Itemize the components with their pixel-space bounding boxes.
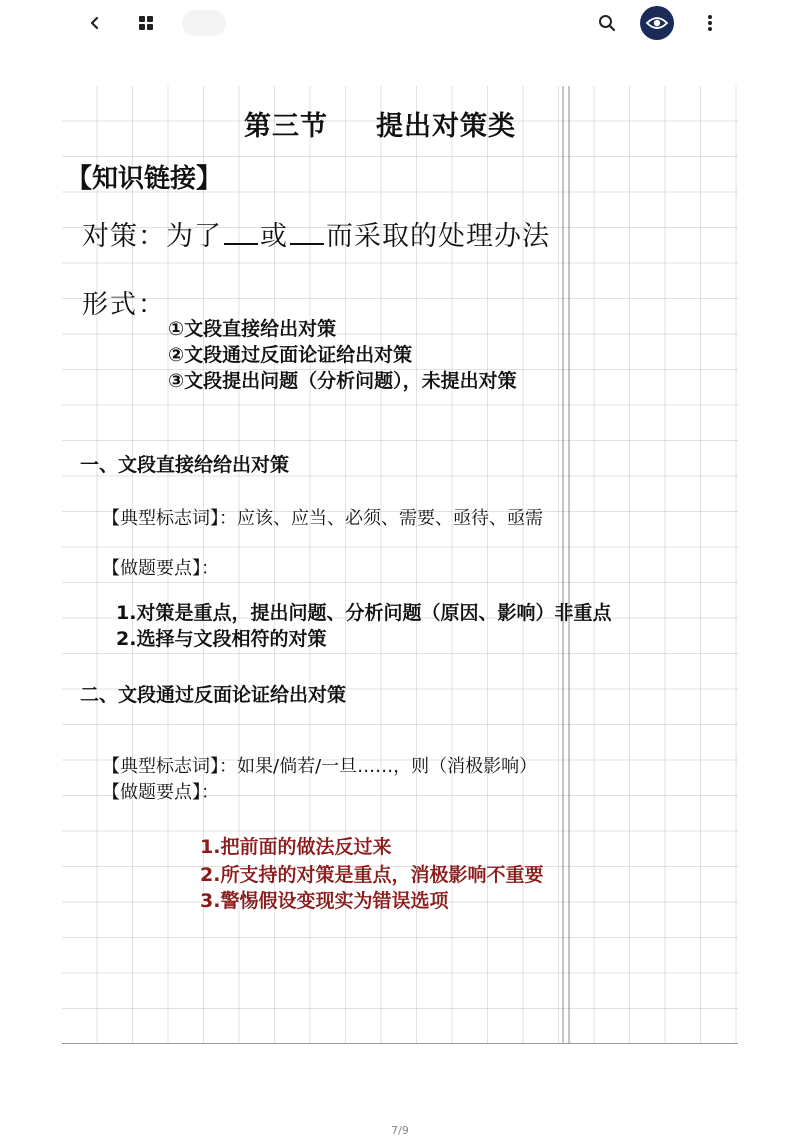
title-section-number: 第三节 [244, 111, 328, 142]
blank-line [224, 221, 258, 245]
section-2-heading: 二、文段通过反面论证给出对策 [80, 684, 347, 706]
grid-margin-line [568, 86, 570, 1044]
form-item: ③文段提出问题（分析问题），未提出对策 [168, 370, 517, 392]
definition-suffix: 而采取的处理办法 [326, 221, 550, 252]
section-1-heading: 一、文段直接给给出对策 [80, 454, 290, 476]
section-1-point: 2.选择与文段相符的对策 [116, 628, 327, 650]
page-indicator: 7/9 [391, 1124, 409, 1137]
blank-line [290, 221, 324, 245]
search-icon [598, 14, 616, 32]
form-item: ①文段直接给出对策 [168, 318, 337, 340]
section-2-point: 2.所支持的对策是重点，消极影响不重要 [200, 864, 544, 886]
section-2-keywords: 【典型标志词】：如果/倘若/一旦……，则（消极影响） [102, 756, 538, 777]
grid-margin-line [562, 86, 564, 1044]
page-title [244, 104, 516, 143]
forms-heading: 形式： [82, 290, 167, 320]
page-edge [62, 1043, 738, 1044]
grid-icon [138, 15, 154, 31]
section-1-keywords: 【典型标志词】：应该、应当、必须、需要、亟待、亟需 [102, 508, 543, 529]
document-page [62, 86, 738, 1044]
eye-icon [646, 15, 668, 31]
definition-prefix: 对策：为了 [82, 221, 222, 252]
section-2-points-label: 【做题要点】： [102, 782, 219, 803]
definition-line [82, 214, 550, 253]
grid-view-button[interactable] [129, 6, 163, 40]
back-button[interactable] [78, 6, 112, 40]
eye-mode-button[interactable] [640, 6, 674, 40]
form-item: ②文段通过反面论证给出对策 [168, 344, 413, 366]
knowledge-link-heading: 【知识链接】 [66, 164, 223, 194]
title-topic: 提出对策类 [376, 111, 516, 142]
chevron-left-icon [87, 15, 103, 31]
faded-toolbar-button[interactable] [182, 10, 226, 36]
section-1-points-label: 【做题要点】： [102, 558, 219, 579]
more-vertical-icon [707, 14, 713, 32]
more-options-button[interactable] [693, 6, 727, 40]
search-button[interactable] [590, 6, 624, 40]
section-1-point: 1.对策是重点，提出问题、分析问题（原因、影响）非重点 [116, 602, 612, 624]
definition-middle: 或 [260, 221, 288, 252]
section-2-point: 3.警惕假设变现实为错误选项 [200, 890, 449, 912]
section-2-point: 1.把前面的做法反过来 [200, 836, 392, 858]
top-toolbar [0, 0, 800, 46]
